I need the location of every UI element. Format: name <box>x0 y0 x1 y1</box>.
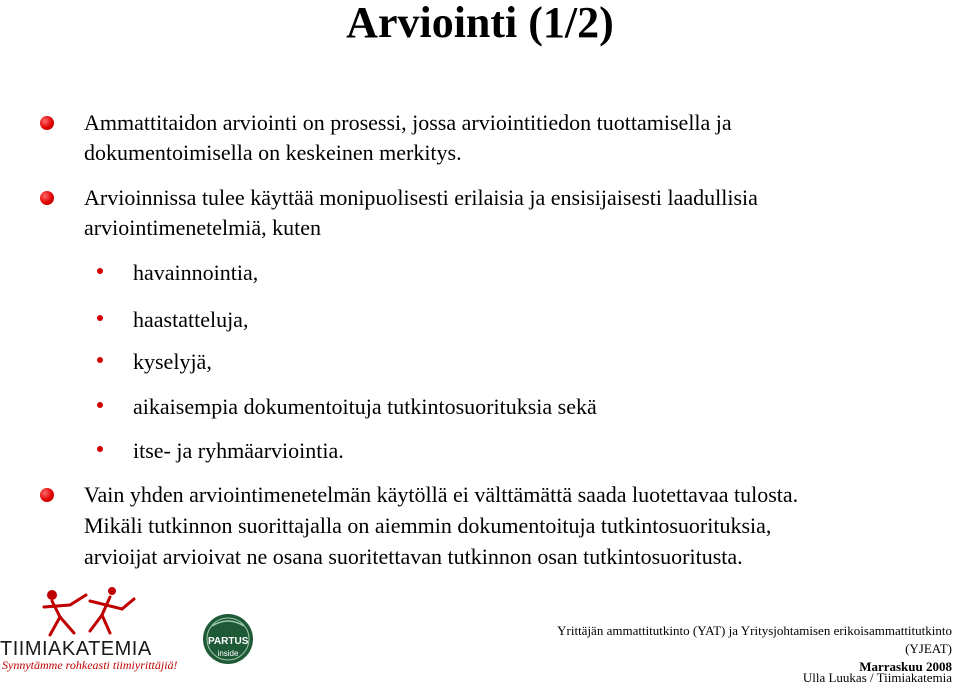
bullet-1-line-1: Ammattitaidon arviointi on prosessi, jossa arviointitiedon tuottamisella ja <box>84 110 732 135</box>
bullet-2-line-2: arviointimenetelmiä, kuten <box>84 215 322 240</box>
sub-bullet-text: kyselyjä, <box>133 349 212 374</box>
red-bullet-icon <box>40 191 54 205</box>
sub-bullet-icon <box>97 402 103 408</box>
bullet-3-line-1: Vain yhden arviointimenetelmän käytöllä ei välttämättä saada luotettavaa tulosta. <box>84 482 799 507</box>
footer-line-2: (YJEAT) <box>905 641 952 656</box>
sub-bullet-icon <box>97 268 103 274</box>
partus-logo-subtext: inside <box>217 649 239 658</box>
sub-bullet-text: haastatteluja, <box>133 307 249 332</box>
bullet-1-line-2: dokumentoimisella on keskeinen merkitys. <box>84 140 462 165</box>
footer-line-3: Marraskuu 2008 <box>859 659 952 674</box>
sub-bullet-icon <box>97 357 103 363</box>
sub-bullet-text: aikaisempia dokumentoituja tutkintosuorituksia sekä <box>133 394 597 419</box>
footer-line-1: Yrittäjän ammattitutkinto (YAT) ja Yritysjohtamisen erikoisammattitutkinto <box>557 623 952 638</box>
footer-line-4: Ulla Luukas / Tiimiakatemia <box>802 670 952 685</box>
sub-bullet-text: havainnointia, <box>133 260 259 285</box>
tiimiakatemia-logo-figure <box>30 585 150 641</box>
tiimiakatemia-logo-text: TIIMIAKATEMIA <box>0 638 152 660</box>
bullet-3-line-3: arvioijat arvioivat ne osana suoritettavan tutkinnon osan tutkintosuoritusta. <box>84 544 743 569</box>
sub-bullet-text: itse- ja ryhmäarviointia. <box>133 438 344 463</box>
slide-title: Arviointi (1/2) <box>346 0 614 47</box>
bullet-3-line-2: Mikäli tutkinnon suorittajalla on aiemmin dokumentoituja tutkintosuorituksia, <box>84 513 772 538</box>
red-bullet-icon <box>40 488 54 502</box>
tiimiakatemia-slogan: Synnytämme rohkeasti tiimiyrittäjiä! <box>2 658 178 672</box>
partus-logo-text: PARTUS <box>208 636 249 647</box>
bullet-2-line-1: Arvioinnissa tulee käyttää monipuolisesti erilaisia ja ensisijaisesti laadullisia <box>84 185 758 210</box>
red-bullet-icon <box>40 116 54 130</box>
sub-bullet-icon <box>97 315 103 321</box>
sub-bullet-icon <box>97 446 103 452</box>
